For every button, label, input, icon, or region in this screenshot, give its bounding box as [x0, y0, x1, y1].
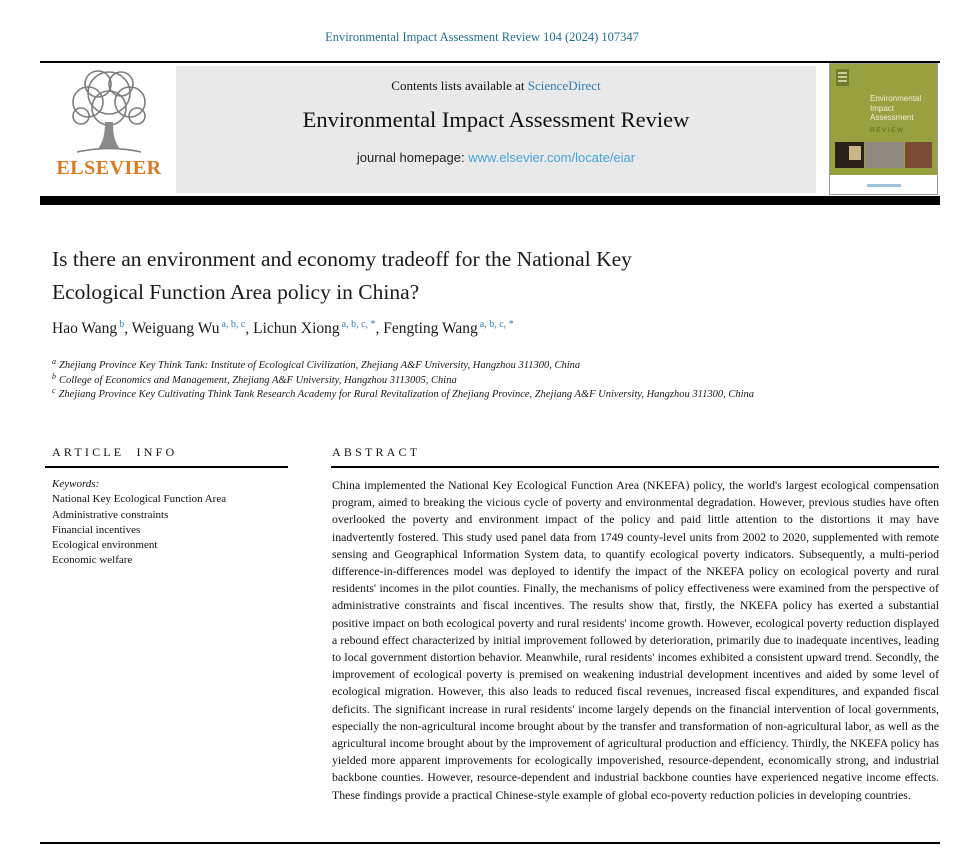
cover-footer: [830, 175, 937, 194]
abstract-divider: [331, 466, 939, 468]
keywords-label: Keywords:: [52, 478, 100, 490]
cover-footer-text: [867, 184, 901, 187]
keyword-item: Financial incentives: [52, 523, 141, 536]
author-name: Hao Wang: [52, 320, 118, 337]
cover-photo-2: [865, 142, 904, 168]
author-name: Weiguang Wu: [131, 320, 220, 337]
affiliation: [52, 359, 754, 374]
cover-title-line2: Impact: [870, 103, 895, 113]
affiliation-list: [52, 359, 754, 403]
elsevier-logo: [42, 66, 176, 194]
author: [132, 320, 253, 337]
homepage-label: journal homepage:: [356, 150, 469, 165]
header-bottom-bar: [40, 196, 940, 205]
article-info-heading: ARTICLE INFO: [52, 445, 178, 459]
keyword-item: Ecological environment: [52, 539, 158, 552]
cover-title-line3: Assessment: [870, 113, 914, 122]
article-title-line1: Is there an environment and economy tradeoff for the National Key: [52, 247, 632, 271]
affiliation-text: Zhejiang Province Key Cultivating Think Tank Research Academy for Rural Revitalization of Zhejiang Province, Zhejiang A&F University, Hangzhou 311300, China: [58, 389, 755, 400]
cover-photo-1: [835, 142, 864, 168]
contents-line: [176, 78, 816, 94]
article-info-divider: [45, 466, 288, 468]
affiliation-sup: b: [52, 371, 56, 381]
sciencedirect-link[interactable]: ScienceDirect: [527, 78, 601, 93]
page-bottom-divider: [40, 842, 940, 844]
cover-photo-strip: [835, 142, 932, 168]
author-list: [52, 320, 514, 338]
author: [253, 320, 383, 337]
author-separator: ,: [375, 320, 384, 337]
journal-citation-link[interactable]: Environmental Impact Assessment Review 104 (2024) 107347: [325, 30, 639, 44]
author-name: Lichun Xiong: [253, 320, 340, 337]
cover-subtitle: REVIEW: [870, 126, 905, 134]
keyword-item: Economic welfare: [52, 554, 133, 567]
article-title: [52, 243, 832, 309]
author-affil-sup: a, b, c, *: [341, 319, 376, 330]
author-name: Fengting Wang: [383, 320, 478, 337]
journal-cover-thumbnail[interactable]: [829, 63, 938, 195]
contents-text: Contents lists available at: [391, 78, 528, 93]
author: [52, 320, 132, 337]
article-title-line2: Ecological Function Area policy in China?: [52, 280, 420, 304]
affiliation: [52, 371, 754, 389]
elsevier-tree-icon: [42, 66, 176, 160]
cover-title-line1: Environmental: [870, 94, 922, 103]
cover-photo-3: [905, 142, 932, 168]
affiliation-sup: c: [52, 386, 56, 395]
journal-title: Environmental Impact Assessment Review: [302, 107, 690, 132]
affiliation: [52, 388, 754, 403]
keywords-block: [52, 477, 307, 569]
cover-title: [870, 94, 921, 135]
affiliation-sup: a: [52, 357, 56, 366]
keyword-item: Administrative constraints: [52, 508, 169, 521]
keyword-item: National Key Ecological Function Area: [52, 493, 227, 506]
author-affil-sup: a, b, c, *: [479, 319, 514, 330]
cover-emblem-icon: [836, 69, 849, 86]
affiliation-text: College of Economics and Management, Zhejiang A&F University, Hangzhou 3113005, China: [59, 374, 457, 386]
journal-masthead: [176, 66, 816, 193]
header-top-divider: [40, 61, 940, 63]
author-separator: ,: [124, 320, 132, 337]
homepage-line: [176, 150, 816, 165]
author: [383, 320, 513, 337]
elsevier-wordmark: ELSEVIER: [56, 157, 162, 179]
abstract-heading: ABSTRACT: [332, 445, 421, 459]
author-affil-sup: b: [119, 319, 125, 330]
author-separator: ,: [245, 320, 254, 337]
author-affil-sup: a, b, c: [221, 319, 246, 330]
affiliation-text: Zhejiang Province Key Think Tank: Institute of Ecological Civilization, Zhejiang A&F University, Hangzhou 311300, China: [59, 360, 581, 371]
abstract-text: China implemented the National Key Ecological Function Area (NKEFA) policy, the world's largest ecological compensation program, aimed to breaking the vicious cycle of poverty and environmental degradation. However, previous studies have often overlooked the poverty and environment impact of the policy and paid little attention to the distortions it may have inadvertently fostered. This study used panel data from 1749 county-level units from 2002 to 2020, supplemented with remote sensing and Geographical Information System data, to quantify ecological poverty indicators. Subsequently, a multi-period difference-in-differences model was deployed to identify the impact of the NKEFA policy on ecological poverty and rural residents' incomes in the pilot counties. Finally, the mechanisms of policy effectiveness were examined from the perspective of administrative constraints and fiscal incentives. The results show that, firstly, the NKEFA policy has exerted a substantial positive impact on both ecological poverty and rural residents' income growth. However, ecological poverty reduction displayed a rebound effect characterized by initial improvement followed by deterioration, primarily due to inadequate incentives, leading to local government distortion behavior. Meanwhile, rural residents' incomes exhibited a consistent upward trend. Secondly, the improvement of ecological poverty is premised on weakening industrial development incentives and aided by some level of ecological migration. However, this also leads to reduced fiscal revenues, increased fiscal expenditures, and expanded fiscal deficits. The significant increase in rural residents' income largely depends on the financial intervention of local governments, especially the non-agricultural income brought about by the transfer and transformation of non-agricultural labor, as well as the agricultural income brought about by the improvement of agricultural production and efficiency. Thirdly, the NKEFA policy has yielded more apparent improvements for ecologically impoverished, resource-dependent, economically strong, and industrial backbone counties. However, resource-dependent and industrial backbone counties have experienced negative income effects. These findings provide a practical Chinese-style example of global eco-poverty reduction policies in developing countries.: [332, 478, 939, 802]
journal-homepage-link[interactable]: www.elsevier.com/locate/eiar: [468, 150, 636, 165]
